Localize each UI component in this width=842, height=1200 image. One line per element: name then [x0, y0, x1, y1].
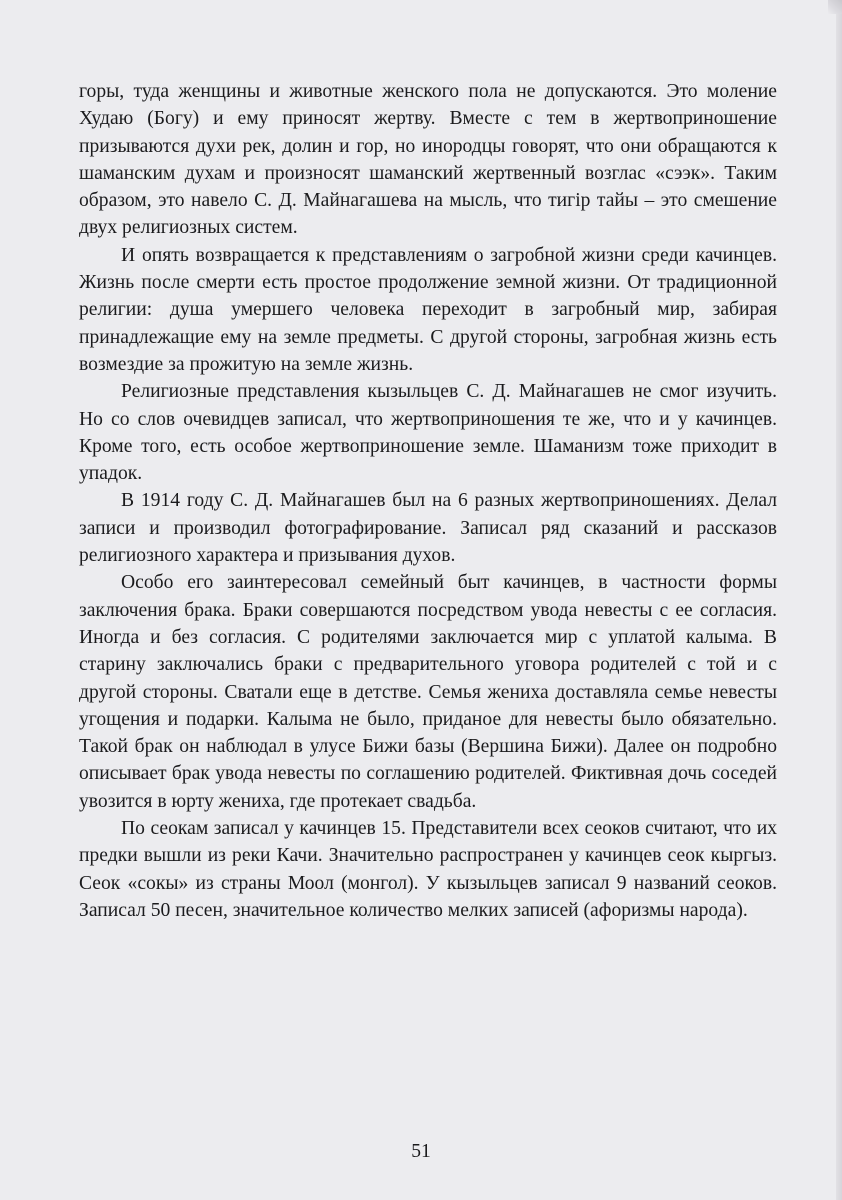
- paragraph-6: По сеокам записал у качинцев 15. Представители всех сеоков считают, что их предки вышли из реки Качи. Значительно распространен у качинцев сеок кыргыз. Сеок «сокы» из страны Моол (монгол). У кызыльцев записал 9 названий сеоков. Записал 50 песен, значительное количество мелких записей (афоризмы народа).: [79, 818, 777, 921]
- paragraph-3: Религиозные представления кызыльцев С. Д. Майнагашев не смог изучить. Но со слов очевидцев записал, что жертвоприношения те же, что и у качинцев. Кроме того, есть особое жертвоприношение земле. Шаманизм тоже приходит в упадок.: [79, 381, 777, 485]
- paragraph-5: Особо его заинтересовал семейный быт качинцев, в частности формы заключения брака. Браки совершаются посредством увода невесты с ее согласия. Иногда и без согласия. С родителями заключается мир с уплатой калыма. В старину заключались браки с предварительного уговора родителей с той и с другой стороны. Сватали еще в детстве. Семья жениха доставляла семье невесты угощения и подарки. Калыма не было, приданое для невесты было обязательно. Такой брак он наблюдал в улусе Бижи базы (Вершина Бижи). Далее он подробно описывает брак увода невесты по соглашению родителей. Фиктивная дочь соседей увозится в юрту жениха, где протекает свадьба.: [79, 572, 777, 812]
- paragraph-1: горы, туда женщины и животные женского пола не допускаются. Это моление Худаю (Богу) и ему приносят жертву. Вместе с тем в жертвоприношение призываются духи рек, долин и гор, но инородцы говорят, что они обращаются к шаманским духам и произносят шаманский жертвенный возглас «сээк». Таким образом, это навело С. Д. Майнагашева на мысль, что тигiр тайы – это смешение двух религиозных систем.: [79, 81, 777, 239]
- paragraph-4: В 1914 году С. Д. Майнагашев был на 6 разных жертвоприношениях. Делал записи и производил фотографирование. Записал ряд сказаний и рассказов религиозного характера и призывания духов.: [79, 490, 777, 567]
- body-text: [79, 78, 777, 924]
- paragraph-2: И опять возвращается к представлениям о загробной жизни среди качинцев. Жизнь после смерти есть простое продолжение земной жизни. От традиционной религии: душа умершего человека переходит в загробный мир, забирая принадлежащие ему на земле предметы. С другой стороны, загробная жизнь есть возмездие за прожитую на земле жизнь.: [79, 244, 777, 375]
- page-number: 51: [411, 1141, 431, 1162]
- page-corner: [828, 0, 842, 14]
- page-edge: [836, 0, 842, 1200]
